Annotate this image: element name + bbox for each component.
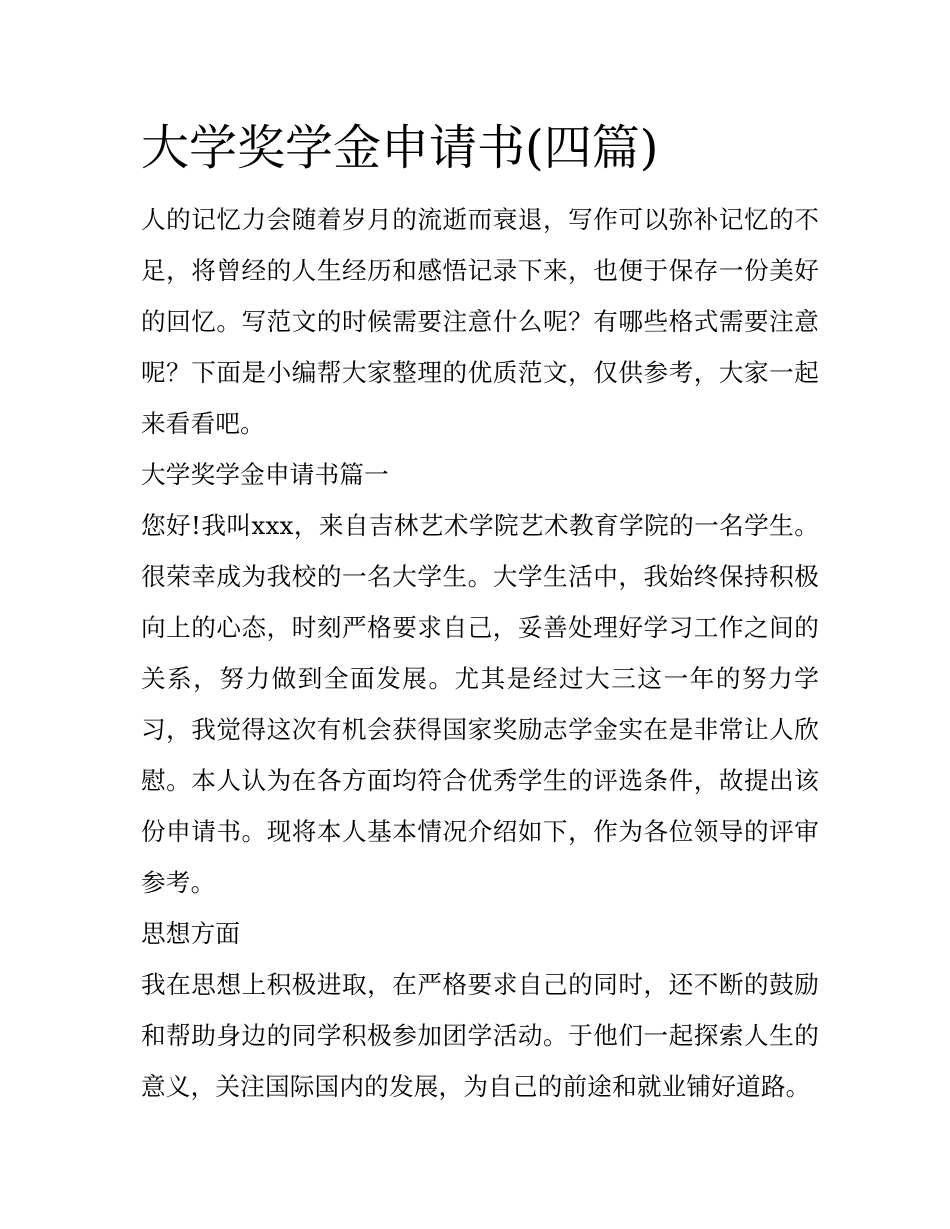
- intro-paragraph: 人的记忆力会随着岁月的流逝而衰退，写作可以弥补记忆的不足，将曾经的人生经历和感悟记录下来，也便于保存一份美好的回忆。写范文的时候需要注意什么呢？有哪些格式需要注意呢？下面是小编帮大家整理的优质范文，仅供参考，大家一起来看看吧。: [141, 205, 819, 438]
- subsection-heading: 思想方面: [141, 919, 241, 948]
- document-title: 大学奖学金申请书(四篇): [141, 120, 659, 176]
- document-body: [141, 194, 819, 1112]
- subsection-paragraph: 我在思想上积极进取，在严格要求自己的同时，还不断的鼓励和帮助身边的同学积极参加团学活动。于他们一起探索人生的意义，关注国际国内的发展，为自己的前途和就业铺好道路。: [141, 970, 819, 1101]
- section-paragraph: 您好!我叫xxx，来自吉林艺术学院艺术教育学院的一名学生。很荣幸成为我校的一名大学生。大学生活中，我始终保持积极向上的心态，时刻严格要求自己，妥善处理好学习工作之间的关系，努力做到全面发展。尤其是经过大三这一年的努力学习，我觉得这次有机会获得国家奖励志学金实在是非常让人欣慰。本人认为在各方面均符合优秀学生的评选条件，故提出该份申请书。现将本人基本情况介绍如下，作为各位领导的评审参考。: [141, 511, 819, 897]
- section-heading: 大学奖学金申请书篇一: [141, 460, 389, 489]
